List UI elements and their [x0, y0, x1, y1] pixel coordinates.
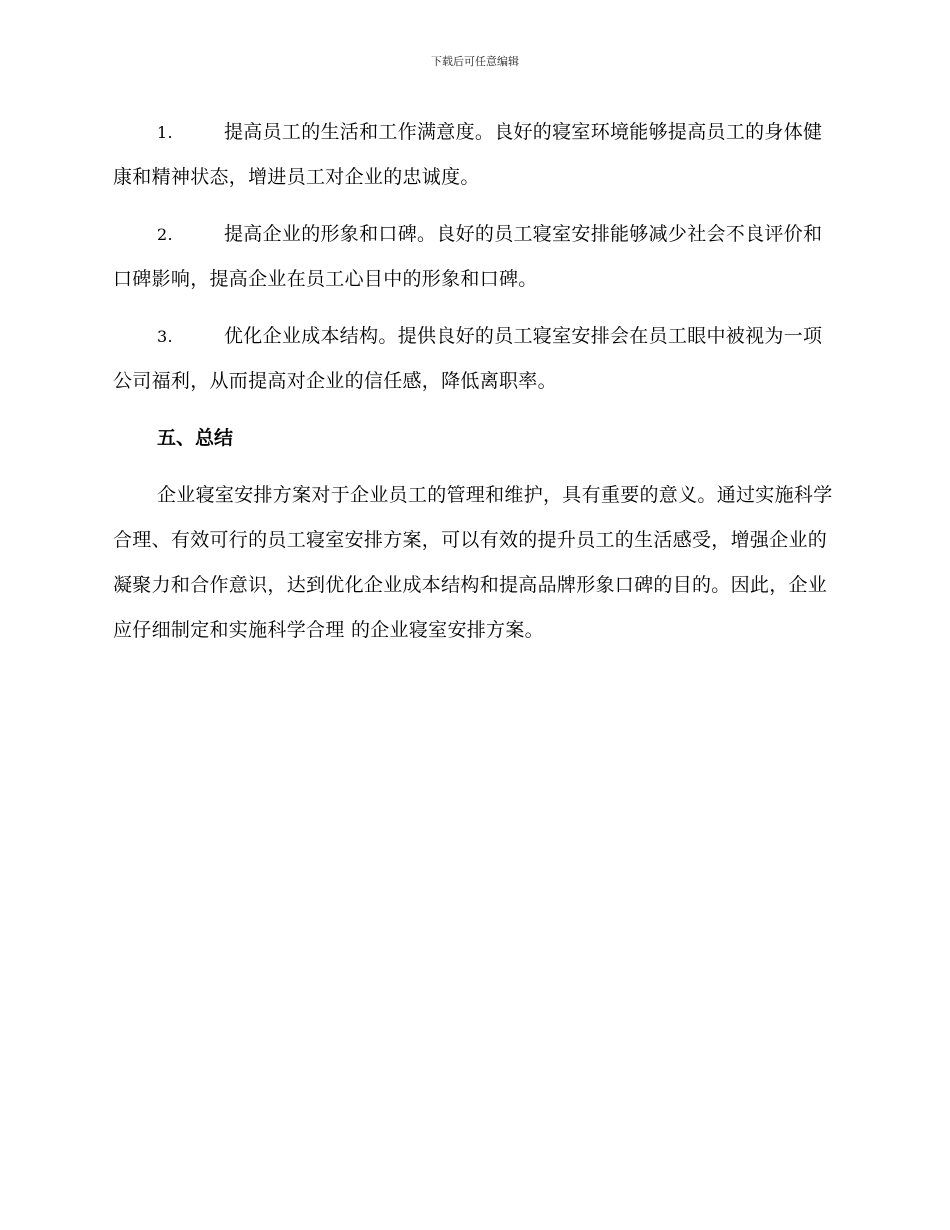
section-body: 企业寝室安排方案对于企业员工的管理和维护，具有重要的意义。通过实施科学合理、有效可行的员工寝室安排方案，可以有效的提升员工的生活感受，增强企业的凝聚力和合作意识，达到优化企业成本结构和提高品牌形象口碑的目的。因此，企业应仔细制定和实施科学合理 的企业寝室安排方案。: [113, 484, 833, 641]
list-item-1: [113, 110, 835, 200]
list-item-2: [113, 212, 835, 302]
page-header: 下载后可任意编辑: [431, 55, 519, 68]
list-number: 3.: [157, 327, 173, 346]
list-item-3: [113, 314, 835, 404]
list-item-text: 优化企业成本结构。提供良好的员工寝室安排会在员工眼中被视为一项公司福利，从而提高对企业的信任感，降低离职率。: [113, 325, 823, 392]
section-heading: 五、总结: [157, 427, 234, 449]
list-item-text: 提高员工的生活和工作满意度。良好的寝室环境能够提高员工的身体健康和精神状态，增进员工对企业的忠诚度。: [113, 121, 823, 188]
document-body: [113, 110, 835, 665]
list-number: 2.: [157, 225, 173, 244]
list-number: 1.: [157, 123, 173, 142]
list-item-text: 提高企业的形象和口碑。良好的员工寝室安排能够减少社会不良评价和口碑影响，提高企业在员工心目中的形象和口碑。: [113, 223, 823, 290]
